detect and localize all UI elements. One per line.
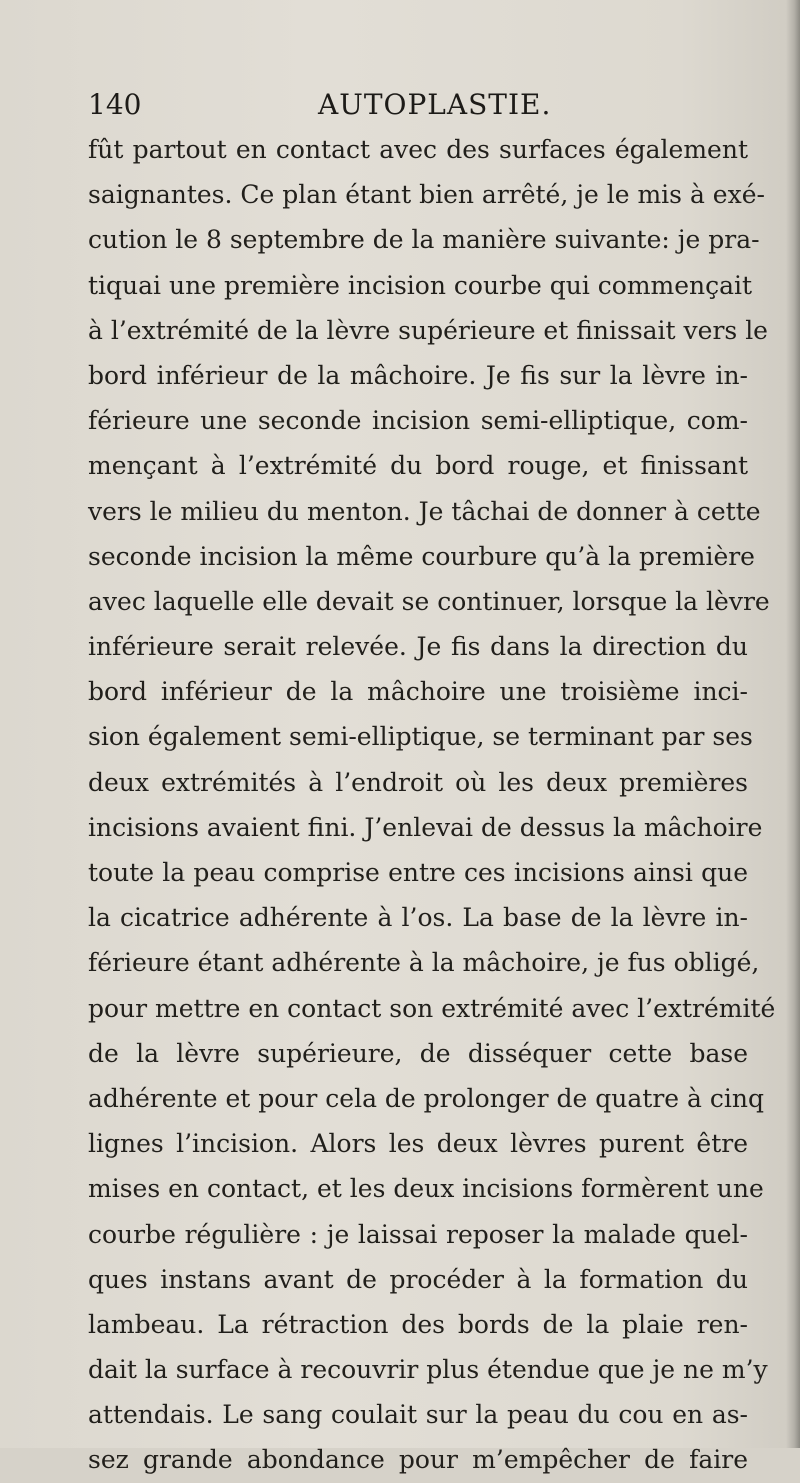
text-line: mises en contact, et les deux incisions formèrent une: [88, 1174, 764, 1204]
text-line: avec laquelle elle devait se continuer, lorsque la lèvre: [88, 586, 770, 616]
text-line: la cicatrice adhérente à l’os. La base de la lèvre in-: [88, 903, 748, 933]
text-line: bord inférieur de la mâchoire une troisième inci-: [88, 677, 748, 707]
text-line: sez grande abondance pour m’empêcher de faire: [88, 1445, 748, 1475]
text-line: courbe régulière : je laissai reposer la malade quel-: [88, 1219, 748, 1249]
text-line: toute la peau comprise entre ces incisions ainsi que: [88, 858, 748, 887]
text-line: inférieure serait relevée. Je fis dans la direction du: [88, 632, 748, 662]
text-line: cution le 8 septembre de la manière suivante: je pra-: [88, 225, 760, 255]
text-line: tiquai une première incision courbe qui commençait: [88, 270, 753, 300]
text-line: mençant à l’extrémité du bord rouge, et finissant: [88, 451, 748, 481]
text-line: dait la surface à recouvrir plus étendue que je ne m’y: [88, 1355, 768, 1385]
text-line: lignes l’incision. Alors les deux lèvres purent être: [88, 1129, 748, 1159]
text-line: bord inférieur de la mâchoire. Je fis sur la lèvre in-: [88, 360, 748, 390]
text-line: attendais. Le sang coulait sur la peau du cou en as-: [88, 1400, 748, 1430]
page-edge-shadow: [786, 0, 800, 1448]
text-line: adhérente et pour cela de prolonger de quatre à cinq: [88, 1083, 764, 1113]
text-line: incisions avaient fini. J’enlevai de dessus la mâchoire: [88, 812, 763, 842]
text-line: vers le milieu du menton. Je tâchai de donner à cette: [88, 496, 761, 526]
page-header: [88, 80, 748, 124]
page-number: 140: [88, 88, 142, 121]
text-line: ques instans avant de procéder à la formation du: [88, 1264, 748, 1294]
text-line: de la lèvre supérieure, de disséquer cette base: [88, 1038, 748, 1068]
text-line: pour mettre en contact son extrémité avec l’extrémité: [88, 993, 776, 1023]
body-text: [88, 127, 776, 1483]
text-line: deux extrémités à l’endroit où les deux premières: [88, 767, 748, 797]
text-line: seconde incision la même courbure qu’à la première: [88, 541, 755, 571]
text-line: fût partout en contact avec des surfaces également: [88, 135, 748, 164]
text-line: à l’extrémité de la lèvre supérieure et finissait vers le: [88, 315, 768, 345]
running-head: AUTOPLASTIE.: [318, 88, 552, 121]
text-line: lambeau. La rétraction des bords de la plaie ren-: [88, 1309, 748, 1339]
text-line: férieure étant adhérente à la mâchoire, je fus obligé,: [88, 948, 760, 978]
text-line: férieure une seconde incision semi-elliptique, com-: [88, 406, 748, 436]
text-line: sion également semi-elliptique, se terminant par ses: [88, 722, 753, 752]
text-line: saignantes. Ce plan étant bien arrêté, je le mis à exé-: [88, 180, 765, 210]
